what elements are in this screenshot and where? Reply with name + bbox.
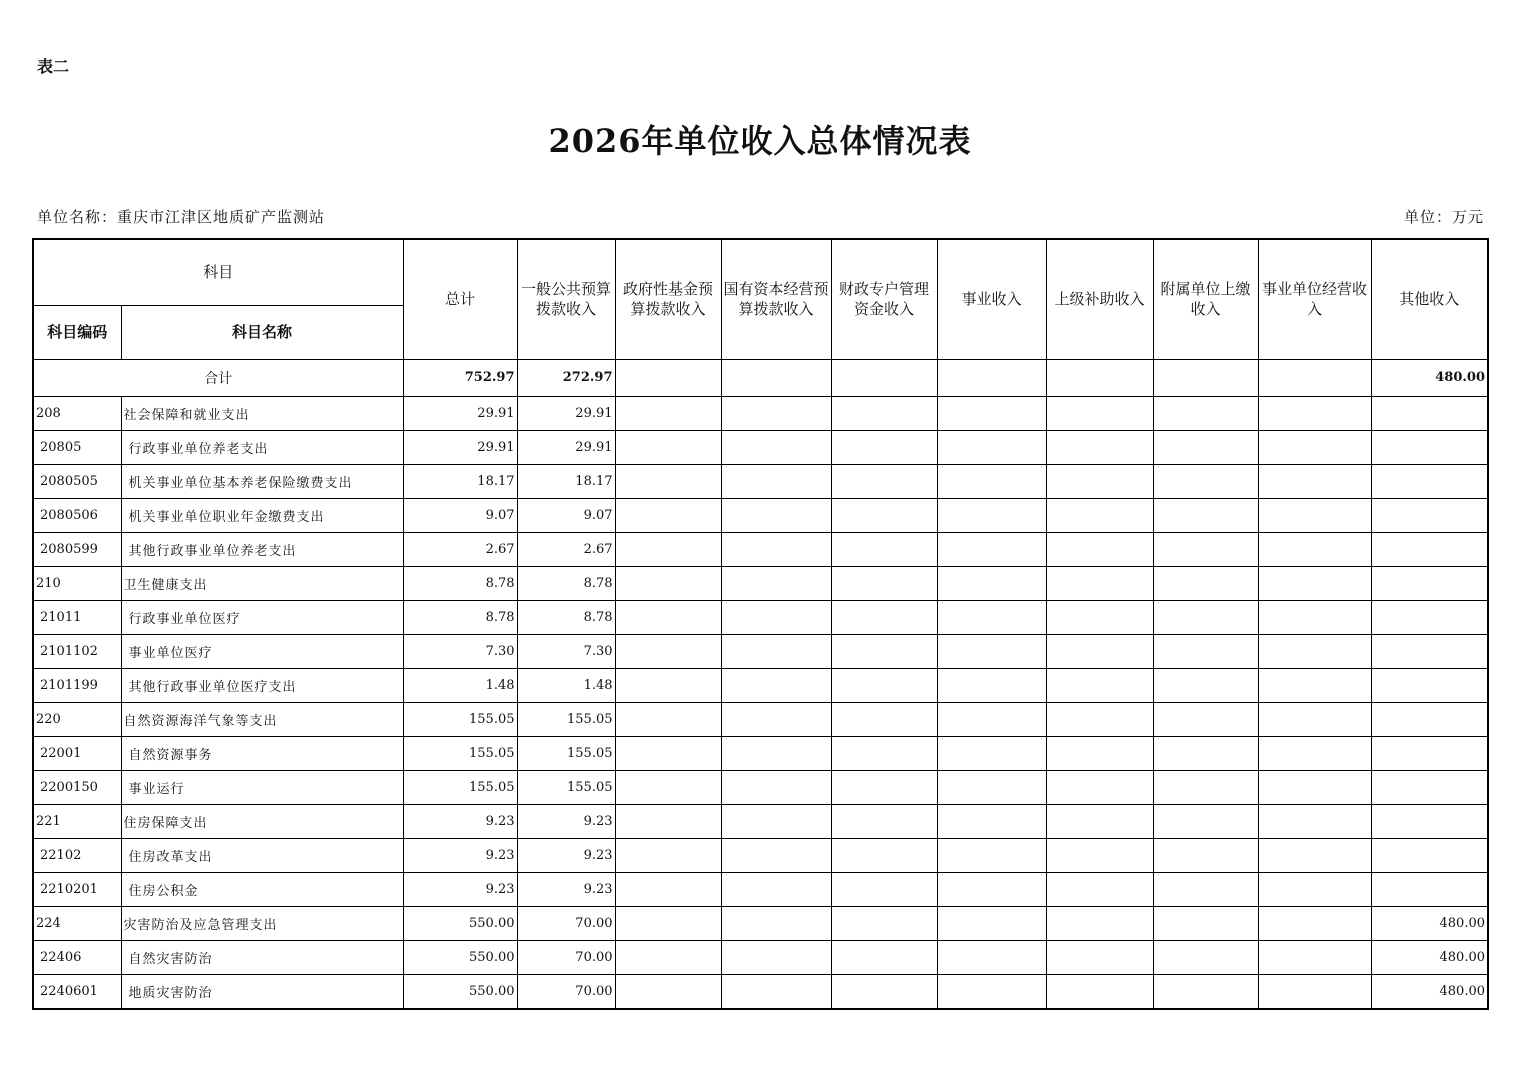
row-general-budget: 1.48 (517, 668, 615, 702)
table-row (33, 464, 1488, 498)
table-row (33, 532, 1488, 566)
row-total: 155.05 (403, 770, 517, 804)
row-name: 行政事业单位养老支出 (121, 430, 403, 464)
row-code: 2080599 (33, 532, 121, 566)
row-total: 18.17 (403, 464, 517, 498)
row-code: 22102 (33, 838, 121, 872)
row-code: 208 (33, 396, 121, 430)
row-general-budget: 9.23 (517, 838, 615, 872)
total-general-budget: 272.97 (517, 359, 615, 396)
row-general-budget: 8.78 (517, 566, 615, 600)
row-name: 灾害防治及应急管理支出 (121, 906, 403, 940)
table-row (33, 702, 1488, 736)
row-total: 9.23 (403, 872, 517, 906)
header-business: 事业收入 (937, 239, 1046, 359)
row-name: 事业运行 (121, 770, 403, 804)
row-name: 住房保障支出 (121, 804, 403, 838)
row-name: 自然资源海洋气象等支出 (121, 702, 403, 736)
row-other (1371, 736, 1488, 770)
row-general-budget: 7.30 (517, 634, 615, 668)
row-other (1371, 804, 1488, 838)
row-general-budget: 18.17 (517, 464, 615, 498)
row-general-budget: 8.78 (517, 600, 615, 634)
row-code: 221 (33, 804, 121, 838)
table-row (33, 838, 1488, 872)
header-fiscal-special: 财政专户管理资金收入 (831, 239, 937, 359)
row-code: 22406 (33, 940, 121, 974)
row-code: 2200150 (33, 770, 121, 804)
table-row (33, 940, 1488, 974)
header-state-capital: 国有资本经营预算拨款收入 (721, 239, 831, 359)
row-code: 2080505 (33, 464, 121, 498)
row-name: 机关事业单位职业年金缴费支出 (121, 498, 403, 532)
table-row (33, 804, 1488, 838)
row-name: 社会保障和就业支出 (121, 396, 403, 430)
row-other (1371, 396, 1488, 430)
row-code: 20805 (33, 430, 121, 464)
row-total: 9.23 (403, 838, 517, 872)
table-row (33, 906, 1488, 940)
header-name: 科目名称 (121, 305, 403, 359)
table-row (33, 872, 1488, 906)
currency-unit: 单位：万元 (1403, 208, 1484, 226)
header-affiliated: 附属单位上缴收入 (1153, 239, 1258, 359)
row-general-budget: 2.67 (517, 532, 615, 566)
row-general-budget: 70.00 (517, 974, 615, 1009)
total-label: 合计 (33, 359, 403, 396)
table-row (33, 974, 1488, 1009)
row-total: 8.78 (403, 600, 517, 634)
table-row (33, 566, 1488, 600)
row-total: 550.00 (403, 906, 517, 940)
table-row (33, 634, 1488, 668)
row-total: 29.91 (403, 396, 517, 430)
row-other: 480.00 (1371, 974, 1488, 1009)
row-name: 行政事业单位医疗 (121, 600, 403, 634)
row-other (1371, 498, 1488, 532)
row-name: 其他行政事业单位养老支出 (121, 532, 403, 566)
row-general-budget: 9.23 (517, 872, 615, 906)
header-operating: 事业单位经营收入 (1258, 239, 1371, 359)
table-row (33, 396, 1488, 430)
unit-name: 单位名称：重庆市江津区地质矿产监测站 (37, 208, 326, 226)
row-code: 22001 (33, 736, 121, 770)
row-total: 7.30 (403, 634, 517, 668)
row-other (1371, 464, 1488, 498)
header-gov-fund: 政府性基金预算拨款收入 (615, 239, 721, 359)
row-name: 事业单位医疗 (121, 634, 403, 668)
row-code: 2101102 (33, 634, 121, 668)
row-other (1371, 430, 1488, 464)
row-name: 住房改革支出 (121, 838, 403, 872)
row-general-budget: 155.05 (517, 770, 615, 804)
total-other: 480.00 (1371, 359, 1488, 396)
row-total: 550.00 (403, 974, 517, 1009)
row-other (1371, 566, 1488, 600)
row-name: 卫生健康支出 (121, 566, 403, 600)
total-row (33, 359, 1488, 396)
header-code: 科目编码 (33, 305, 121, 359)
row-other (1371, 668, 1488, 702)
row-name: 地质灾害防治 (121, 974, 403, 1009)
row-name: 住房公积金 (121, 872, 403, 906)
row-total: 550.00 (403, 940, 517, 974)
row-total: 155.05 (403, 702, 517, 736)
header-general-budget: 一般公共预算拨款收入 (517, 239, 615, 359)
row-other: 480.00 (1371, 906, 1488, 940)
row-name: 机关事业单位基本养老保险缴费支出 (121, 464, 403, 498)
row-general-budget: 70.00 (517, 940, 615, 974)
row-general-budget: 29.91 (517, 430, 615, 464)
row-code: 2240601 (33, 974, 121, 1009)
row-code: 220 (33, 702, 121, 736)
row-general-budget: 9.23 (517, 804, 615, 838)
table-row (33, 600, 1488, 634)
row-code: 2101199 (33, 668, 121, 702)
header-other: 其他收入 (1371, 239, 1488, 359)
row-other: 480.00 (1371, 940, 1488, 974)
row-general-budget: 9.07 (517, 498, 615, 532)
row-code: 224 (33, 906, 121, 940)
table-row (33, 668, 1488, 702)
table-row (33, 430, 1488, 464)
header-superior: 上级补助收入 (1046, 239, 1153, 359)
row-other (1371, 532, 1488, 566)
row-other (1371, 600, 1488, 634)
row-total: 2.67 (403, 532, 517, 566)
table-number: 表二 (37, 57, 70, 76)
row-general-budget: 155.05 (517, 736, 615, 770)
page-title: 2026年单位收入总体情况表 (548, 122, 972, 160)
row-name: 自然资源事务 (121, 736, 403, 770)
row-total: 29.91 (403, 430, 517, 464)
total-sum: 752.97 (403, 359, 517, 396)
row-code: 21011 (33, 600, 121, 634)
row-total: 1.48 (403, 668, 517, 702)
row-total: 9.07 (403, 498, 517, 532)
row-general-budget: 155.05 (517, 702, 615, 736)
row-other (1371, 838, 1488, 872)
row-name: 自然灾害防治 (121, 940, 403, 974)
row-total: 155.05 (403, 736, 517, 770)
row-other (1371, 702, 1488, 736)
row-general-budget: 70.00 (517, 906, 615, 940)
row-general-budget: 29.91 (517, 396, 615, 430)
income-table (32, 238, 1489, 1010)
table-row (33, 770, 1488, 804)
row-name: 其他行政事业单位医疗支出 (121, 668, 403, 702)
table-row (33, 498, 1488, 532)
table-row (33, 736, 1488, 770)
row-code: 210 (33, 566, 121, 600)
row-code: 2210201 (33, 872, 121, 906)
row-total: 9.23 (403, 804, 517, 838)
row-other (1371, 872, 1488, 906)
row-code: 2080506 (33, 498, 121, 532)
row-total: 8.78 (403, 566, 517, 600)
header-total: 总计 (403, 239, 517, 359)
header-subject: 科目 (33, 239, 403, 305)
row-other (1371, 634, 1488, 668)
row-other (1371, 770, 1488, 804)
